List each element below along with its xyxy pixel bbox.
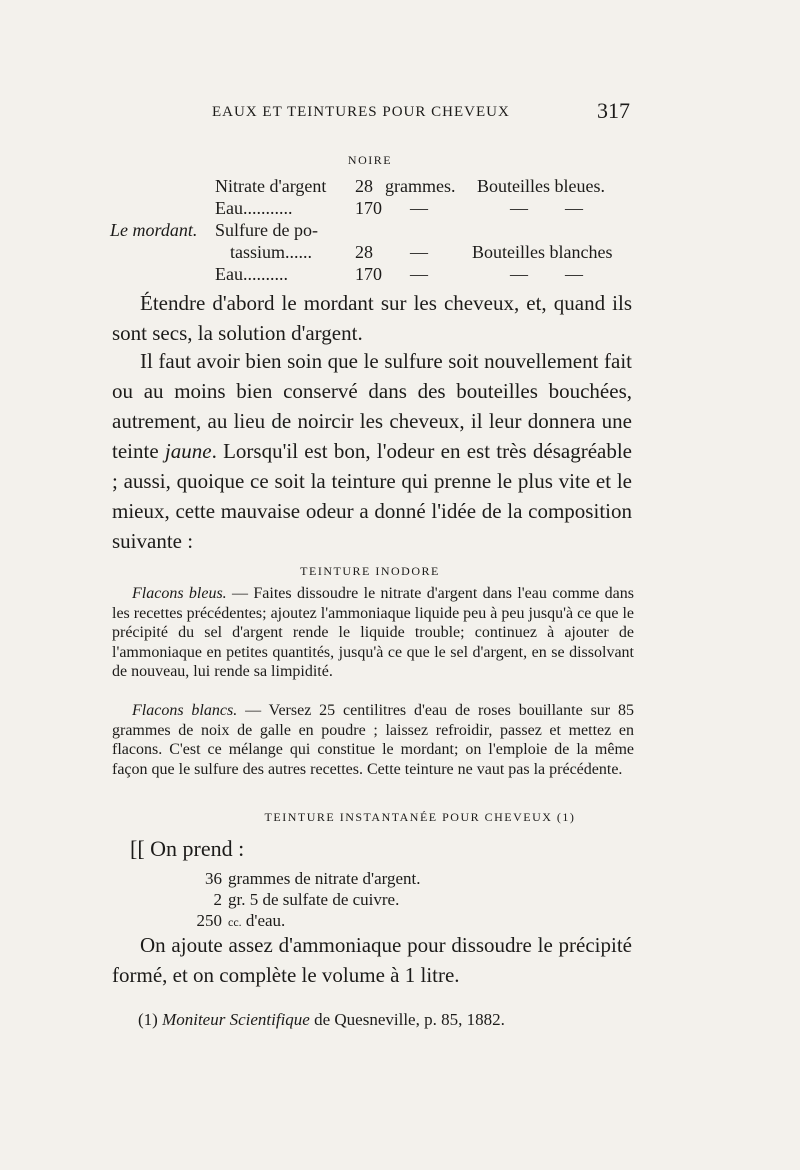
ingredient-name: tassium...... bbox=[230, 242, 313, 262]
unit-abbr: cc. bbox=[228, 915, 242, 929]
ditto-mark: — bbox=[410, 198, 428, 218]
ingredient-qty: 28 bbox=[355, 176, 373, 196]
ingredient-qty: 28 bbox=[355, 242, 373, 262]
ingredient-text: grammes de nitrate d'argent. bbox=[228, 869, 421, 888]
on-prend-line: [[ On prend : bbox=[130, 836, 245, 861]
section-heading-inodore: TEINTURE INODORE bbox=[300, 564, 440, 578]
paragraph-text: — Faites dissoudre le nitrate d'argent dans l'eau comme dans les recettes précédentes; ajoutez l'ammoniaque liquide peu à peu jusqu'à ce que le précipité du sel d'argent rende le liquide trouble; continuez à ajouter de l'ammoniaque en petites quantités, jusqu'à ce que le sel d'argent, en se dissolvant de nouveau, lui rende sa limpidité. bbox=[112, 585, 634, 680]
ditto-mark: — bbox=[410, 242, 428, 262]
ingredient-name: Sulfure de po- bbox=[215, 220, 318, 240]
section-heading-noire: NOIRE bbox=[347, 153, 393, 167]
ingredient-qty: 36 bbox=[205, 869, 222, 888]
ingredient-qty: 170 bbox=[355, 198, 382, 218]
ingredient-list bbox=[188, 868, 421, 933]
ingredient-qty: 170 bbox=[355, 264, 382, 284]
bottle-type: Bouteilles blanches bbox=[472, 242, 613, 262]
list-item bbox=[188, 889, 421, 910]
ingredient-text: d'eau. bbox=[241, 911, 286, 930]
footnote-source: Moniteur Scientifique bbox=[162, 1010, 310, 1029]
footnote bbox=[138, 1010, 505, 1030]
ingredient-qty: 2 bbox=[213, 890, 222, 909]
paragraph-text: — Versez 25 centilitres d'eau de roses bouillante sur 85 grammes de noix de galle en poudre ; laissez refroidir, passez et mettez en flacons. C'est ce mélange qui constitue le mordant; on l'emploie de la même façon que le sulfure des autres recettes. Cette teinture ne vaut pas la précédente. bbox=[112, 702, 634, 778]
footnote-text: de Quesneville, p. 85, 1882. bbox=[309, 1010, 505, 1029]
page-number: 317 bbox=[597, 98, 630, 123]
paragraph-text: Il faut avoir bien soin que le sulfure soit nouvellement fait ou au moins bien conservé dans des bouteilles bouchées, autrement, au lieu de noircir les cheveux, il leur donnera une teinte bbox=[112, 349, 632, 463]
emphasis-word: jaune bbox=[164, 439, 212, 463]
section-heading-instantanee: TEINTURE INSTANTANÉE POUR CHEVEUX (1) bbox=[264, 810, 576, 824]
mordant-label: Le mordant. bbox=[110, 220, 198, 240]
paragraph-label: Flacons bleus. bbox=[132, 585, 227, 602]
paragraph-flacons-blancs bbox=[112, 701, 634, 779]
ditto-mark: — bbox=[565, 264, 583, 284]
ingredient-name: Eau........... bbox=[215, 198, 293, 218]
paragraph-mordant: Étendre d'abord le mordant sur les cheveux, et, quand ils sont secs, la solution d'argent. bbox=[112, 291, 632, 345]
paragraph-label: Flacons blancs. bbox=[132, 702, 238, 719]
ingredient-unit: grammes. bbox=[385, 176, 456, 196]
ditto-mark: — bbox=[510, 198, 528, 218]
ingredient-name: Eau.......... bbox=[215, 264, 288, 284]
ingredient-text: gr. 5 de sulfate de cuivre. bbox=[228, 890, 400, 909]
running-head bbox=[110, 98, 630, 128]
list-item bbox=[188, 868, 421, 889]
footnote-marker: (1) bbox=[138, 1010, 163, 1029]
paragraph-sulfure bbox=[112, 346, 632, 556]
paragraph-text: . Lorsqu'il est bon, l'odeur en est très désagréable ; aussi, quoique ce soit la teinture qui prenne le plus vite et le mieux, cette mauvaise odeur a donné l'idée de la composition suivante : bbox=[112, 439, 632, 553]
ditto-mark: — bbox=[565, 198, 583, 218]
ingredient-qty: 250 bbox=[196, 911, 222, 930]
paragraph-ammoniaque: On ajoute assez d'ammoniaque pour dissoudre le précipité formé, et on complète le volume à 1 litre. bbox=[112, 933, 632, 987]
ingredient-name: Nitrate d'argent bbox=[215, 176, 327, 196]
ditto-mark: — bbox=[510, 264, 528, 284]
bottle-type: Bouteilles bleues. bbox=[477, 176, 605, 196]
running-title: EAUX ET TEINTURES POUR CHEVEUX bbox=[212, 104, 510, 120]
paragraph-flacons-bleus bbox=[112, 584, 634, 682]
ditto-mark: — bbox=[410, 264, 428, 284]
